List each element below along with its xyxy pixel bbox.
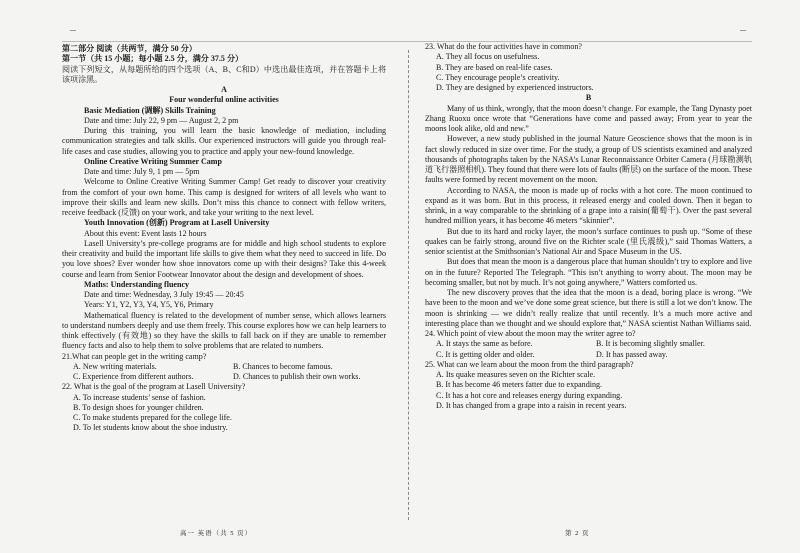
activity-1-date: Date and time: July 22, 9 pm — August 2, 2 pm [84, 115, 239, 125]
option-24-a: A. It stays the same as before. [436, 339, 533, 349]
activity-3-about: About this event: Event lasts 12 hours [84, 228, 207, 238]
option-24-c: C. It is getting older and older. [436, 349, 535, 359]
activity-3-body: Lasell University’s pre-college programs are for middle and high school students to explore their creativity and build the important life skills to give them what they need to succeed in life. Do you love shoes? Ever wonder how shoe innovators come up with their designs? Take this 4-week course and learn from Senior Footwear Innovator about the design and development of shoes. [62, 238, 386, 279]
passage-a-title: Four wonderful online activities [169, 95, 279, 105]
option-21-b: B. Chances to become famous. [233, 361, 333, 371]
question-25: 25. What can we learn about the moon from the third paragraph? [425, 359, 634, 369]
activity-4-date: Date and time: Wednesday, 3 July 19:45 — 20:45 [84, 290, 244, 299]
option-23-b: B. They are based on real-life cases. [436, 62, 553, 72]
question-22: 22. What is the goal of the program at Lasell University? [62, 382, 246, 392]
activity-1-title: Basic Mediation (调解) Skills Training [84, 105, 216, 115]
left-footer: 高一 英语（共 5 页） [180, 530, 253, 537]
option-21-a: A. New writing materials. [73, 361, 157, 371]
activity-4-years: Years: Y1, Y2, Y3, Y4, Y5, Y6, Primary [84, 300, 214, 310]
instruction: 阅读下列短文，从每题所给的四个选项（A、B、C和D）中选出最佳选项，并在答题卡上将该项涂黑。 [62, 64, 386, 84]
question-21-options-row-2 [62, 372, 386, 382]
passage-b-label: B [585, 93, 592, 103]
passage-b-paragraph: But does that mean the moon is a dangerous place that human shouldn’t try to explore and live on in the future? Reported The Telegraph. “This isn’t anything to worry about. The moon may be becoming smaller, but not by much. It’s not going anywhere,” Watters comforted us. [425, 257, 752, 287]
left-column [62, 44, 386, 434]
passage-b-paragraph: According to NASA, the moon is made up of rocks with a hot core. The moon continued to expand as it was born. But in this process, it released energy and cooled down. Then it began to shrink, in a way comparable to the shrinking of a grape into a raisin(葡萄干). Over the past several hundred million years, it has become 46 meters “skinnier”. [425, 185, 752, 226]
question-21: 21.What can people get in the writing camp? [62, 351, 207, 361]
option-25-c: C. It has a hot core and releases energy during expanding. [436, 390, 623, 400]
activity-2-title: Online Creative Writing Summer Camp [84, 156, 222, 166]
corner-mark [70, 30, 76, 35]
passage-b-paragraph: However, a new study published in the journal Nature Geoscience shows that the moon is in fact slowly reduced in size over time. For the study, a group of US scientists examined and analyzed thousands of photographs taken by the NASA’s Lunar Reconnaissance Orbiter Camera (月球勘测轨道飞行器照相机). They found that there were lots of faults (断层) on the surface of the moon. These faults were formed by recent movement on the moon. [425, 134, 752, 185]
right-column [425, 42, 752, 411]
passage-b-paragraph: The new discovery proves that the idea that the moon is a dead, boring place is wrong. “We have been to the moon and we’ve done some great science, but there is still a lot we don’t know. The moon is shrinking — we didn’t really realize that until recently. It’s a much more active and interesting place than we thought and we should explore that,” NASA scientist Nathan Williams said. [425, 288, 752, 328]
option-22-d: D. To let students know about the shoe industry. [73, 423, 228, 433]
activity-3-title: Youth Innovation (创新) Program at Lasell University [84, 218, 270, 228]
question-24-options-row-2 [425, 350, 752, 360]
corner-mark [740, 30, 746, 35]
part-heading: 第二部分 阅读（共两节，满分 50 分） [62, 44, 197, 53]
activity-1-body: During this training, you will learn the basic knowledge of mediation, including communication strategies and talk skills. Our experienced instructors will guide you through real-life cases and case studies, allowing you to practice and apply your new-found knowledge. [62, 126, 386, 156]
column-divider [408, 50, 409, 520]
option-24-b: B. It is becoming slightly smaller. [596, 339, 705, 349]
activity-2-body: Welcome to Online Creative Writing Summer Camp! Get ready to discover your creativity from the comfort of your own home. This camp is designed for writers of all levels who want to improve their skills and learn new skills. Don’t miss this chance to connect with fellow writers, receive feedback (反馈) on your work, and take your writing to the next level. [62, 177, 386, 217]
option-21-d: D. Chances to publish their own works. [233, 372, 361, 381]
question-21-options-row-1 [62, 362, 386, 372]
question-23: 23. What do the four activities have in common? [425, 42, 582, 51]
section-heading: 第一节（共 15 小题；每小题 2.5 分，满分 37.5 分） [62, 54, 244, 64]
option-25-b: B. It has become 46 meters fatter due to expanding. [436, 380, 603, 390]
option-23-a: A. They all focus on usefulness. [436, 52, 540, 62]
option-25-a: A. Its quake measures seven on the Richter scale. [436, 370, 596, 379]
question-24: 24. Which point of view about the moon may the writer agree to? [425, 329, 636, 338]
passage-b-paragraph: But due to its hard and rocky layer, the moon’s surface continues to push up. “Some of these quakes can be fairly strong, around five on the Richter scale (里氏震级),” said Thomas Watters, a senior scientist at the Smithsonian’s National Air and Space Museum in the US. [425, 226, 752, 256]
activity-4-body: Mathematical fluency is related to the development of number sense, which allows learners to understand numbers deeply and use them freely. This course explores how we can help learners to think effectively (有效地) so they have the skills to fall back on if they are unable to remember fluency facts and also to help them to solve problems that are related to numbers. [62, 310, 387, 351]
option-23-d: D. They are designed by experienced instructors. [436, 83, 594, 92]
option-24-d: D. It has passed away. [596, 349, 668, 359]
option-22-b: B. To design shoes for younger children. [73, 402, 204, 412]
right-footer: 第 2 页 [565, 530, 590, 537]
activity-2-date: Date and time: July 9, 1 pm — 5pm [84, 167, 200, 176]
activity-4-title: Maths: Understanding fluency [84, 279, 190, 289]
option-23-c: C. They encourage people’s creativity. [436, 72, 560, 82]
passage-a-label: A [221, 85, 227, 94]
passage-b-paragraph: Many of us think, wrongly, that the moon doesn’t change. For example, the Tang Dynasty poet Zhang Ruoxu once wrote that “Generations have come and passed away; From year to year the moons look alike, old and new.” [425, 103, 753, 133]
option-21-c: C. Experience from different authors. [73, 372, 194, 381]
option-25-d: D. It has changed from a grape into a raisin in recent years. [436, 400, 627, 410]
option-22-a: A. To increase students’ sense of fashion. [73, 392, 206, 402]
question-24-options-row-1 [425, 339, 752, 349]
option-22-c: C. To make students prepared for the college life. [73, 413, 232, 422]
